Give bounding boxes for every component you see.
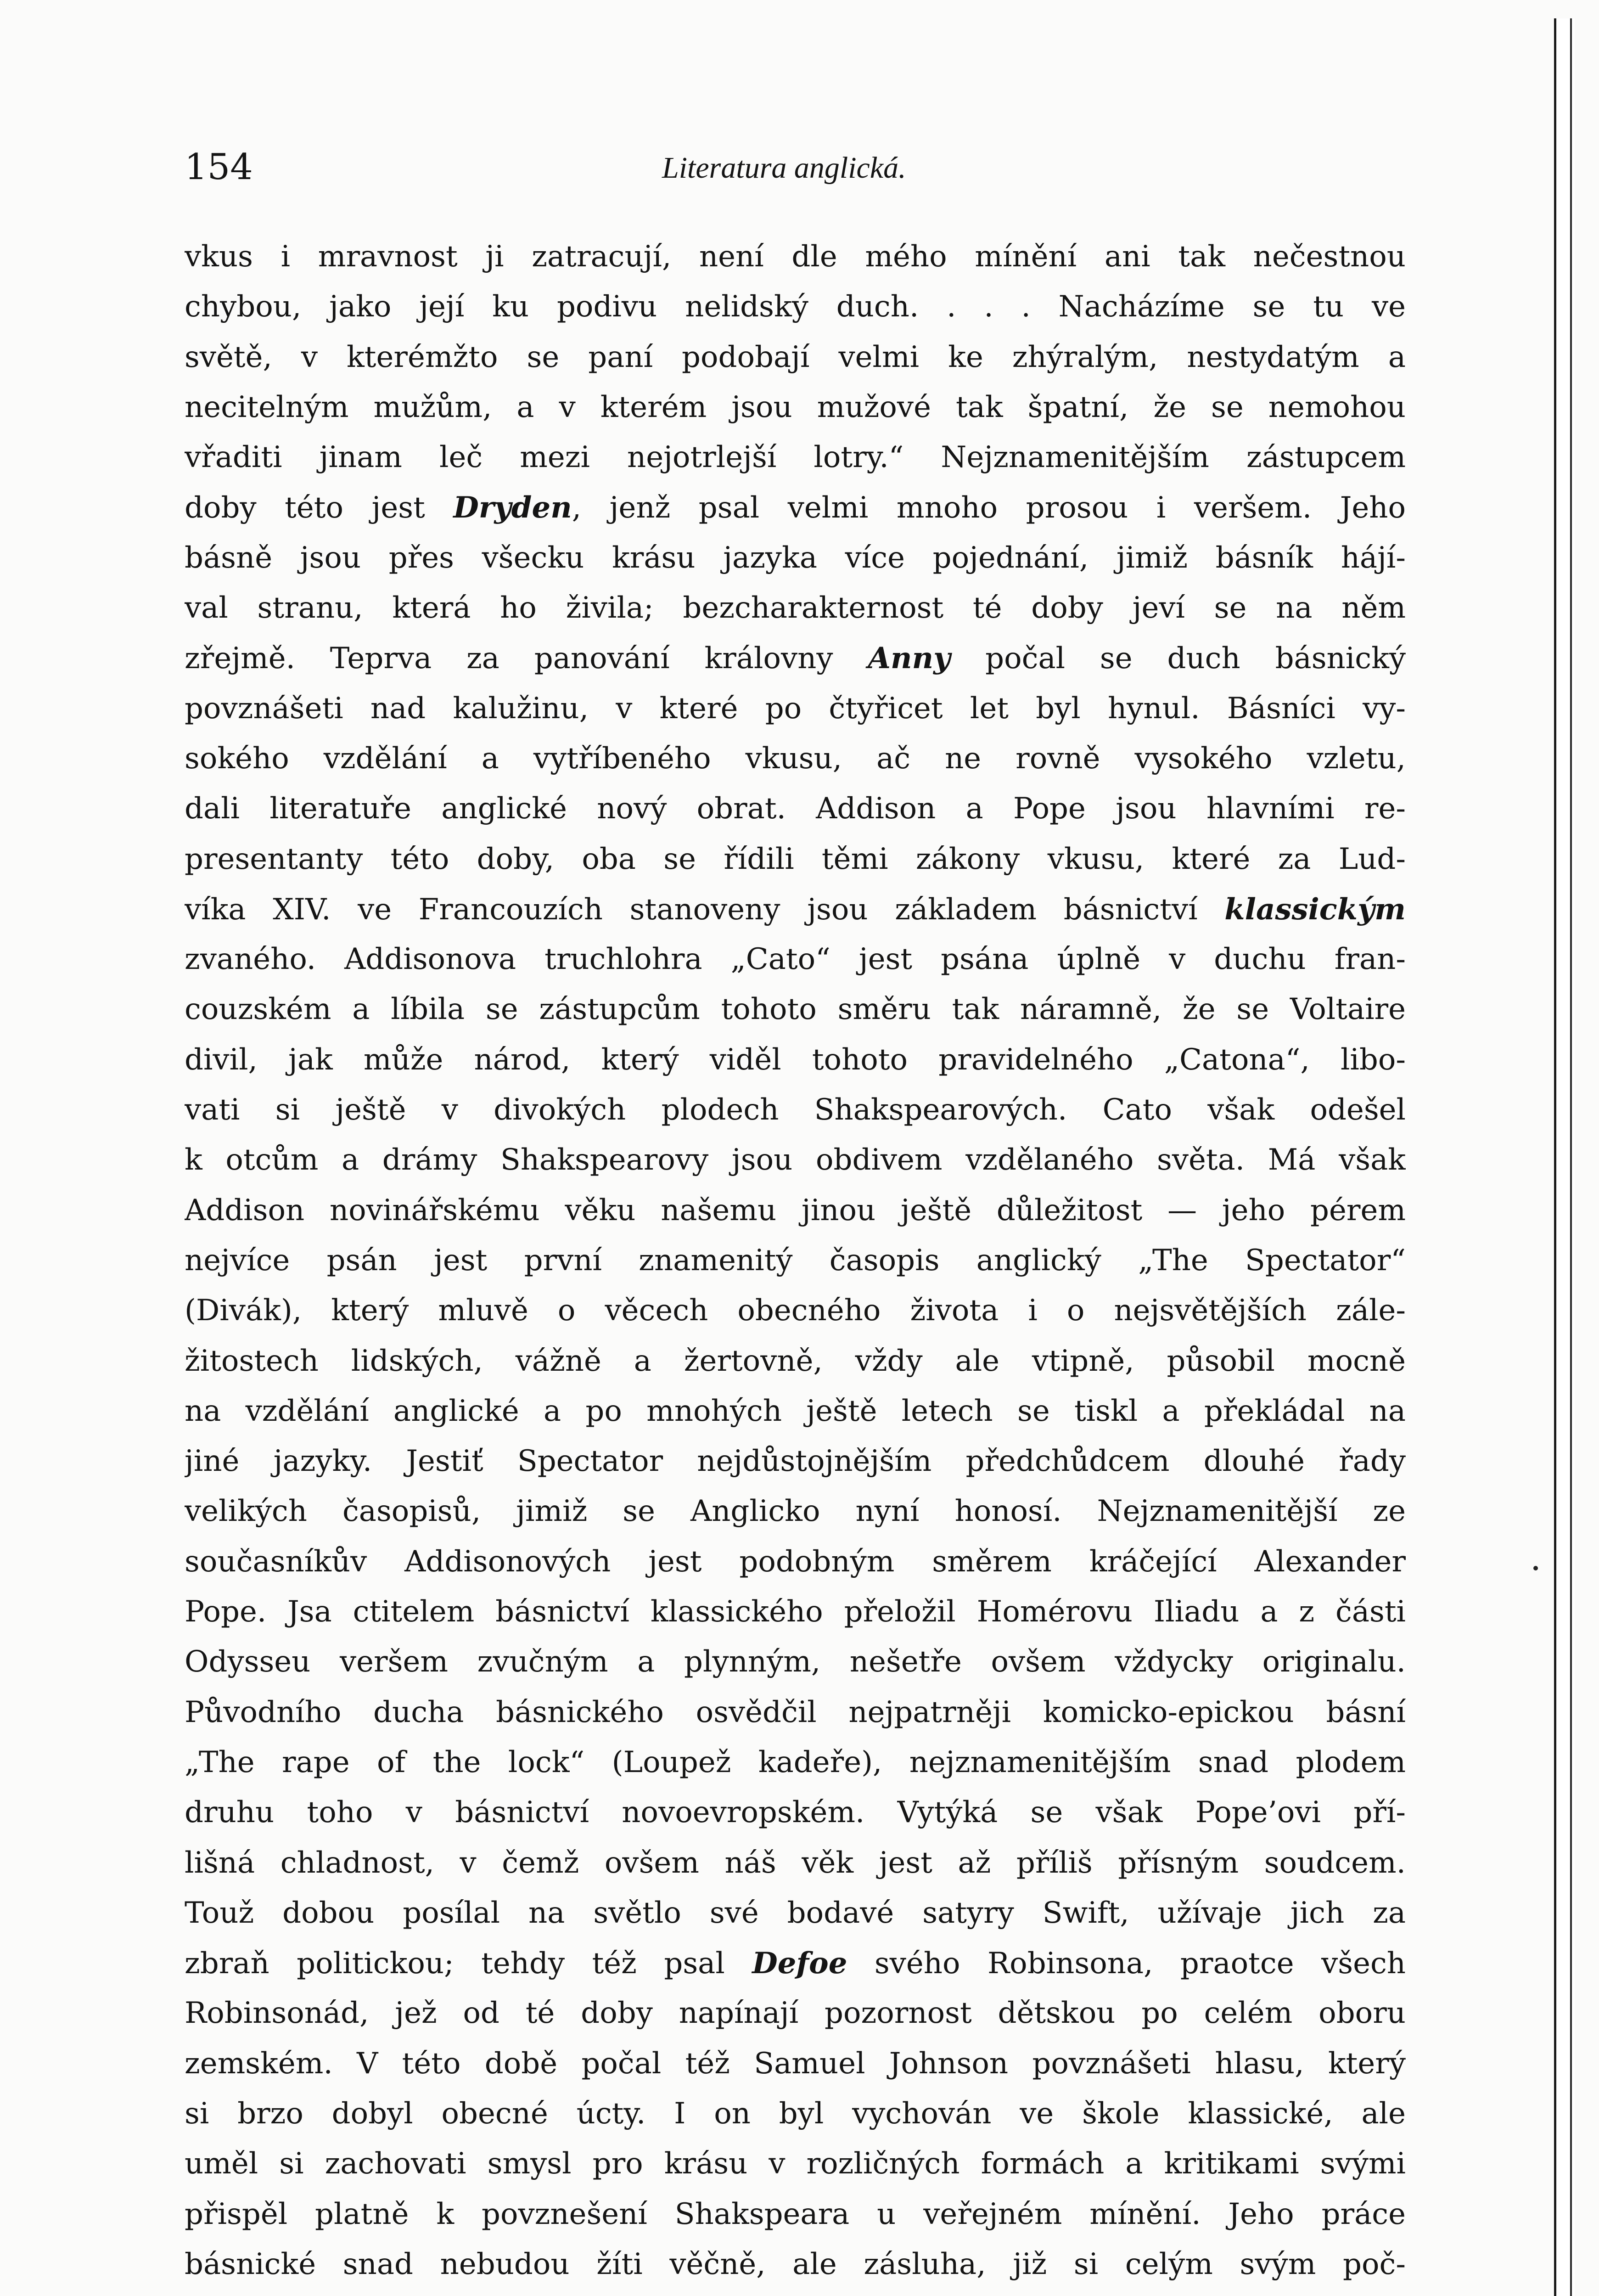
text-line — [185, 934, 1406, 985]
text-run: Touž dobou posílal na světlo své bodavé satyry Swift, užívaje jich za — [185, 1896, 1406, 1930]
text-run: druhu toho v básnictví novoevropském. Vytýká se však Pope’ovi pří- — [185, 1795, 1406, 1830]
running-title: Literatura anglická. — [662, 151, 906, 185]
text-run: na vzdělání anglické a po mnohých ještě letech se tiskl a překládal na — [185, 1394, 1406, 1428]
text-line — [185, 985, 1406, 1035]
text-line — [185, 1236, 1406, 1286]
text-line — [185, 1186, 1406, 1236]
text-run: vkus i mravnost ji zatracují, není dle mého mínění ani tak nečestnou — [185, 240, 1406, 274]
text-run: Původního ducha básnického osvědčil nejpatrněji komicko-epickou básní — [185, 1695, 1406, 1729]
text-line — [185, 1386, 1406, 1436]
text-run: presentanty této doby, oba se řídili těmi zákony vkusu, které za Lud- — [185, 842, 1406, 876]
text-run: povznášeti nad kalužinu, v které po čtyřicet let byl hynul. Básníci vy- — [185, 691, 1406, 726]
text-line — [185, 383, 1406, 433]
text-line — [185, 1938, 1406, 1988]
text-run: žitostech lidských, vážně a žertovně, vždy ale vtipně, působil mocně — [185, 1344, 1406, 1378]
emphasized-name: Defoe — [752, 1946, 847, 1981]
text-line — [185, 1888, 1406, 1938]
text-line — [185, 332, 1406, 383]
text-line — [185, 633, 1406, 683]
text-line — [185, 1135, 1406, 1185]
text-line — [185, 232, 1406, 282]
body-text — [185, 232, 1406, 2290]
text-run: chybou, jako její ku podivu nelidský duch. . . . Nacházíme se tu ve — [185, 290, 1406, 324]
text-run: světě, v kterémžto se paní podobají velmi ke zhýralým, nestydatým a — [185, 340, 1406, 374]
text-run: zvaného. Addisonova truchlohra „Cato“ jest psána úplně v duchu fran- — [185, 942, 1406, 977]
text-line — [185, 483, 1406, 533]
text-line — [185, 884, 1406, 934]
text-run: Robinsonád, jež od té doby napínají pozornost dětskou po celém oboru — [185, 1996, 1406, 2031]
text-run: sokého vzdělání a vytříbeného vkusu, ač ne rovně vysokého vzletu, — [185, 741, 1406, 776]
text-run: dali literatuře anglické nový obrat. Addison a Pope jsou hlavními re- — [185, 792, 1406, 826]
text-run: básnické snad nebudou žíti věčně, ale zásluha, již si celým svým poč- — [185, 2247, 1406, 2281]
text-run: zřejmě. Teprva za panování královny — [185, 642, 868, 676]
text-run: zbraň politickou; tehdy též psal — [185, 1947, 752, 1981]
text-run: necitelným mužům, a v kterém jsou mužové tak špatní, že se nemohou — [185, 390, 1406, 424]
text-run: nejvíce psán jest první znamenitý časopis anglický „The Spectator“ — [185, 1243, 1406, 1277]
text-run: současníkův Addisonových jest podobným směrem kráčející Alexander — [185, 1544, 1406, 1579]
text-line — [185, 1838, 1406, 1888]
text-run: si brzo dobyl obecné úcty. I on byl vychován ve škole klassické, ale — [185, 2096, 1406, 2131]
text-run: vřaditi jinam leč mezi nejotrlejší lotry.“ Nejznamenitějším zástupcem — [185, 440, 1406, 475]
text-line — [185, 1085, 1406, 1135]
text-run: Odysseu veršem zvučným a plynným, nešetře ovšem vždycky originalu. — [185, 1645, 1406, 1679]
text-line — [185, 2189, 1406, 2240]
text-line — [185, 2240, 1406, 2290]
text-line — [185, 1587, 1406, 1637]
text-line — [185, 1688, 1406, 1738]
text-run: svého Robinsona, praotce všech — [847, 1947, 1406, 1981]
text-line — [185, 734, 1406, 784]
text-run: „The rape of the lock“ (Loupež kadeře), nejznamenitějším snad plodem — [185, 1745, 1406, 1779]
text-line — [185, 533, 1406, 583]
emphasized-name: Dryden — [453, 490, 572, 525]
text-line — [185, 1336, 1406, 1386]
emphasized-name: Anny — [868, 641, 951, 676]
text-line — [185, 1537, 1406, 1587]
text-line — [185, 2089, 1406, 2139]
text-run: Addison novinářskému věku našemu jinou ještě důležitost — jeho pérem — [185, 1193, 1406, 1227]
page-edge — [1554, 18, 1575, 2296]
text-line — [185, 1738, 1406, 1788]
text-line — [185, 1486, 1406, 1536]
page-number: 154 — [185, 146, 253, 188]
text-run: val stranu, která ho živila; bezcharakternost té doby jeví se na něm — [185, 591, 1406, 625]
text-line — [185, 2139, 1406, 2189]
text-line — [185, 1436, 1406, 1486]
text-run: zemském. V této době počal též Samuel Johnson povznášeti hlasu, který — [185, 2046, 1406, 2081]
text-run: velikých časopisů, jimiž se Anglicko nyní honosí. Nejznamenitější ze — [185, 1494, 1406, 1529]
text-line — [185, 1637, 1406, 1687]
emphasized-name: klassickým — [1224, 892, 1406, 927]
text-line — [185, 784, 1406, 834]
text-line — [185, 282, 1406, 332]
text-run: uměl si zachovati smysl pro krásu v rozličných formách a kritikami svými — [185, 2147, 1406, 2181]
text-line — [185, 2039, 1406, 2089]
text-run: couzském a líbila se zástupcům tohoto směru tak náramně, že se Voltaire — [185, 992, 1406, 1027]
text-line — [185, 1286, 1406, 1336]
text-run: jiné jazyky. Jestiť Spectator nejdůstojnějším předchůdcem dlouhé řady — [185, 1444, 1406, 1479]
text-line — [185, 1988, 1406, 2038]
ink-speck — [1533, 1566, 1538, 1570]
text-line — [185, 684, 1406, 734]
text-line — [185, 1035, 1406, 1085]
text-run: básně jsou přes všecku krásu jazyka více pojednání, jimiž básník hájí- — [185, 540, 1406, 575]
text-line — [185, 583, 1406, 633]
text-run: divil, jak může národ, který viděl tohoto pravidelného „Catona“, libo- — [185, 1042, 1406, 1077]
text-line — [185, 834, 1406, 884]
text-line — [185, 433, 1406, 483]
text-run: počal se duch básnický — [950, 642, 1406, 676]
text-run: přispěl platně k povznešení Shakspeara u veřejném mínění. Jeho práce — [185, 2197, 1406, 2231]
text-run: (Divák), který mluvě o věcech obecného života i o nejsvětějších zále- — [185, 1294, 1406, 1328]
text-run: k otcům a drámy Shakspearovy jsou obdivem vzdělaného světa. Má však — [185, 1143, 1406, 1177]
text-run: doby této jest — [185, 491, 454, 525]
page-edge-line — [1570, 18, 1572, 2296]
text-run: lišná chladnost, v čemž ovšem náš věk jest až příliš přísným soudcem. — [185, 1846, 1406, 1880]
text-line — [185, 1788, 1406, 1838]
text-run: , jenž psal velmi mnoho prosou i veršem. Jeho — [572, 491, 1406, 525]
page-header — [185, 140, 1406, 195]
text-run: Pope. Jsa ctitelem básnictví klassického přeložil Homérovu Iliadu a z části — [185, 1595, 1406, 1629]
text-run: víka XIV. ve Francouzích stanoveny jsou základem básnictví — [185, 892, 1225, 927]
text-run: vati si ještě v divokých plodech Shakspearových. Cato však odešel — [185, 1093, 1406, 1127]
